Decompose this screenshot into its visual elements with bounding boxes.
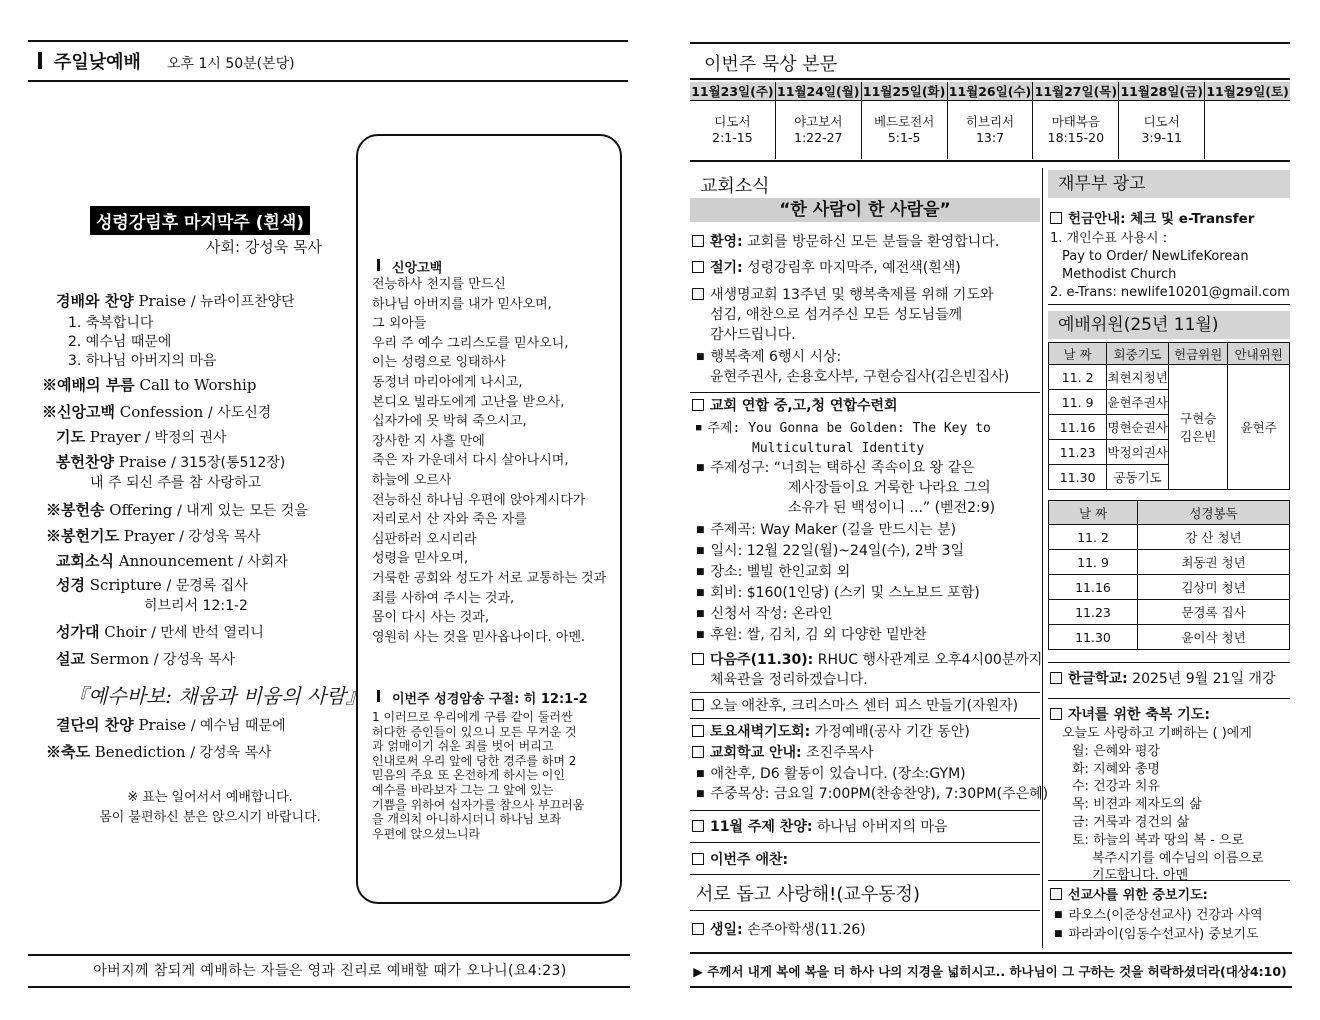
committee-table xyxy=(1048,342,1290,490)
stand-note-line: ※ 표는 일어서서 예배합니다. xyxy=(127,790,293,805)
schedule-book: 디도서 xyxy=(714,114,751,129)
offering-lines: 1. 개인수표 사용시 : Pay to Order/ NewLifeKorean Methodist Church 2. e-Trans: newlife10201@gmail.com xyxy=(1050,231,1290,300)
kids-prayer-tail: 복주시기를 예수님의 이름으로 xyxy=(1092,850,1264,866)
creed-line: 전능하신 하나님 우편에 앉아계시다가 xyxy=(372,492,586,508)
committee-prayer: 윤현주권사 xyxy=(1107,390,1169,415)
reading-row xyxy=(1049,600,1290,625)
right-footer-verse: ▶ 주께서 내게 복에 복을 더 하사 나의 지경을 넓히시고.. 하나님이 그 구하는 것을 허락하셨더라(대상4:10) xyxy=(693,964,1287,979)
service-title: 주일낮예배 xyxy=(54,52,141,73)
committee-header: 날 짜 xyxy=(1049,343,1107,365)
schedule-ref: 3:9-11 xyxy=(1141,130,1182,145)
offering-team xyxy=(1168,365,1228,490)
order-item-detail: / 강성욱 목사 xyxy=(190,745,272,761)
schedule-day: 11월26일(수) xyxy=(948,84,1032,99)
reading-date: 11. 2 xyxy=(1049,525,1138,550)
checkbox-icon xyxy=(1050,212,1062,224)
checkbox-icon xyxy=(1050,888,1062,900)
offering-team-member: 구현승 xyxy=(1180,411,1217,426)
memory-verse-text xyxy=(372,710,606,841)
school-items: ■ 애찬후, D6 활동이 있습니다. (장소:GYM) ■ 주중목상: 금요일 7:00PM(찬송찬양), 7:30PM(주은혜) xyxy=(696,764,1048,804)
order-item-english: Prayer xyxy=(123,527,175,545)
order-item-name: 교회소식 xyxy=(56,552,114,570)
news-rule-4 xyxy=(690,810,1040,811)
order-item-name: 경배와 찬양 xyxy=(56,292,134,310)
retreat-verse: ■ 주제성구: “너희는 택하신 족속이요 왕 같은 제사장들이요 거룩한 나라요 그의 소유가 된 백성이니 ...” (벧전2:9) xyxy=(696,458,995,518)
order-item xyxy=(56,648,235,669)
order-item-name: 성가대 xyxy=(56,623,100,641)
schedule-reading xyxy=(947,101,1033,160)
schedule-reading xyxy=(1033,101,1119,160)
finance-rule xyxy=(1048,304,1290,305)
committee-prayer: 박정의권사 xyxy=(1107,440,1169,465)
committee-prayer: 명현순권사 xyxy=(1107,415,1169,440)
committee-date: 11.16 xyxy=(1049,415,1107,440)
schedule-day: 11월25일(화) xyxy=(862,84,946,99)
order-item xyxy=(56,714,286,735)
retreat-item: ■ 일시: 12월 22일(월)~24일(수), 2박 3일 xyxy=(696,541,980,562)
right-footer-rule-bottom xyxy=(690,986,1292,988)
checkbox-icon xyxy=(692,746,704,758)
committee-prayer: 최현지청년 xyxy=(1107,365,1169,390)
news-rule-1 xyxy=(690,392,1040,393)
schedule-ref: 5:1-5 xyxy=(887,130,921,145)
committee-date: 11.30 xyxy=(1049,465,1107,490)
committee-date: 11. 9 xyxy=(1049,390,1107,415)
reading-name: 강 산 청년 xyxy=(1138,525,1290,550)
order-item xyxy=(42,374,256,395)
creed-line: 죄를 사하여 주시는 것과, xyxy=(372,590,515,606)
presider: 사회: 강성욱 목사 xyxy=(206,238,323,256)
schedule-book: 야고보서 xyxy=(794,114,843,129)
kids-prayer-line: 화: 지혜와 총명 xyxy=(1072,761,1160,777)
order-item-english: Benediction xyxy=(94,743,186,761)
news-rule-6 xyxy=(690,874,1040,875)
kids-prayer-line: 수: 건강과 치유 xyxy=(1072,779,1160,795)
scripture-reference: 히브리서 12:1-2 xyxy=(144,598,248,614)
committee-prayer: 공동기도 xyxy=(1107,465,1169,490)
order-item-detail: / 강성욱 목사 xyxy=(179,529,261,545)
creed-line: 우리 주 예수 그리스도를 믿사오니, xyxy=(372,335,569,351)
schedule-reading xyxy=(861,101,947,160)
schedule-bottom-rule xyxy=(690,160,1290,162)
praise-song: 3. 하나님 아버지의 마음 xyxy=(68,353,217,369)
news-anniversary: 새생명교회 13주년 및 행복축제를 위해 기도와 섬김, 애찬으로 섬겨주신 모든 성도님들께 감사드립니다. xyxy=(692,285,994,345)
retreat-items xyxy=(696,520,980,646)
checkbox-icon xyxy=(692,261,704,273)
usher: 윤현주 xyxy=(1228,365,1290,490)
schedule-book: 히브리서 xyxy=(965,114,1015,129)
left-footer-verse: 아버지께 참되게 예배하는 자들은 영과 진리로 예배할 때가 오나니(요4:23) xyxy=(93,963,567,979)
mission-lines: ■ 라오스(이준상선교사) 건강과 사역 ■ 파라과이(임동수선교사) 중보기도 xyxy=(1054,906,1263,944)
checkbox-icon xyxy=(692,853,704,865)
order-item-name: ※봉헌송 xyxy=(46,501,105,519)
kids-prayer-line: 월: 은혜와 평강 xyxy=(1072,743,1160,759)
order-item xyxy=(46,499,308,520)
news-rule-7 xyxy=(690,910,1040,911)
order-item-name: ※축도 xyxy=(46,743,90,761)
retreat-item: ■ 주제곡: Way Maker (길을 만드시는 분) xyxy=(696,520,980,541)
kids-prayer-line: 목: 비젼과 제자도의 삶 xyxy=(1072,797,1202,813)
checkbox-icon xyxy=(692,725,704,737)
creed-line: 장사한 지 사흘 만에 xyxy=(372,433,485,449)
checkbox-icon xyxy=(692,820,704,832)
news-rule-5 xyxy=(690,842,1040,843)
news-next-week: 다음주(11.30): RHUC 행사관계로 오후4시00분까지 체육관을 정리하겠습니다. xyxy=(692,650,1042,690)
order-item-detail: / 강성욱 목사 xyxy=(153,652,236,668)
news-hymn: 11월 주제 찬양: 하나님 아버지의 마음 xyxy=(692,817,948,837)
schedule-ref: 18:15-20 xyxy=(1047,130,1105,145)
checkbox-icon xyxy=(692,653,704,665)
reading-name: 문경록 집사 xyxy=(1138,600,1290,625)
schedule-day: 11월28일(금) xyxy=(1120,84,1203,99)
column-divider xyxy=(1042,168,1043,948)
right-top-rule xyxy=(690,42,1290,44)
order-item-detail: / 박정의 권사 xyxy=(145,430,227,446)
order-item xyxy=(46,525,261,546)
memory-verse-line: 기쁨을 위하여 십자가를 참으사 부끄러움 xyxy=(372,797,585,812)
praise-song: 2. 예수님 때문에 xyxy=(68,334,172,350)
checkbox-icon xyxy=(1050,672,1062,684)
schedule-day: 11월27일(목) xyxy=(1034,84,1118,99)
order-item-english: Prayer xyxy=(89,428,141,446)
news-birthday: 생일: 손주아학생(11.26) xyxy=(692,920,866,940)
finance-title: 재무부 광고 xyxy=(1048,170,1290,198)
offering-title: 헌금안내: 체크 및 e-Transfer xyxy=(1050,210,1254,228)
reading-header: 성경봉독 xyxy=(1138,501,1290,525)
creed-line: 하늘에 오르사 xyxy=(372,472,452,488)
left-header-rule xyxy=(28,80,628,82)
memory-verse-line: 허다한 증인들이 있으니 모든 무거운 것 xyxy=(372,724,577,739)
sermon-title: 『예수바보: 채움과 비움의 사람』 xyxy=(68,684,366,708)
schedule-reading xyxy=(775,101,861,160)
stand-note-line: 몸이 불편하신 분은 앉으시기 바랍니다. xyxy=(99,810,321,825)
kids-prayer-title: 자녀를 위한 축복 기도: xyxy=(1050,706,1210,724)
hangul-school: 한글학교: 2025년 9월 21일 개강 xyxy=(1050,670,1275,688)
memory-verse-line: 1 이러므로 우리에게 구름 같이 둘러싼 xyxy=(372,710,573,724)
news-rule-3 xyxy=(690,718,1040,719)
meditation-schedule xyxy=(690,82,1290,159)
order-item-english: Praise xyxy=(118,453,167,471)
creed-line: 이는 성령으로 잉태하사 xyxy=(372,355,506,371)
header-marker xyxy=(38,52,42,69)
order-item-english: Choir xyxy=(104,623,147,641)
checkbox-icon xyxy=(1050,708,1062,720)
committee-header: 헌금위원 xyxy=(1168,343,1228,365)
reading-row xyxy=(1049,525,1290,550)
order-item-name: 기도 xyxy=(56,428,85,446)
kids-prayer-intro: 오늘도 사랑하고 기뻐하는 ( )에게 xyxy=(1062,726,1252,741)
right-footer-rule-top xyxy=(690,952,1292,954)
checkbox-icon xyxy=(692,699,704,711)
mission-title: 선교사를 위한 중보기도: xyxy=(1050,887,1208,905)
creed-line: 영원히 사는 것을 믿사옵나이다. 아멘. xyxy=(372,629,586,645)
meditation-title: 이번주 묵상 본문 xyxy=(704,54,838,75)
order-item xyxy=(56,621,264,642)
service-header xyxy=(54,48,295,74)
reading-date: 11.16 xyxy=(1049,575,1138,600)
creed-title: 신앙고백 xyxy=(392,261,443,276)
reading-name: 윤이삭 청년 xyxy=(1138,625,1290,650)
order-item-detail: / 문경록 집사 xyxy=(166,578,248,594)
schedule-day: 11월23일(주) xyxy=(691,84,774,99)
stand-note xyxy=(60,788,360,828)
schedule-ref: 1:22-27 xyxy=(794,130,843,145)
news-rule-2 xyxy=(690,692,1040,693)
order-item-name: ※신앙고백 xyxy=(42,403,115,421)
news-season: 절기: 성령강림후 마지막주, 예전색(흰색) xyxy=(692,258,961,278)
retreat-theme: ■ 주제: You Gonna be Golden: The Key to Multicultural Identity xyxy=(696,418,991,459)
order-item-english: Announcement xyxy=(118,552,234,570)
retreat-title: 교회 연합 중,고,청 연합수련회 xyxy=(692,396,898,416)
committee-date: 11. 2 xyxy=(1049,365,1107,390)
reading-date: 11. 9 xyxy=(1049,550,1138,575)
order-item-detail: / 예수님 때문에 xyxy=(190,718,286,734)
memory-verse-line: 예수를 바라보자 그는 그 앞에 있는 xyxy=(372,782,554,797)
creed-line: 본디오 빌라도에게 고난을 받으사, xyxy=(372,394,565,410)
retreat-item: ■ 회비: $160(1인당) (스키 및 스노보드 포함) xyxy=(696,583,980,604)
order-item-name: ※예배의 부름 xyxy=(42,376,135,394)
order-item-english: Call to Worship xyxy=(139,376,257,394)
order-item xyxy=(56,451,285,472)
kids-prayer-line: 금: 거룩과 경건의 삶 xyxy=(1072,814,1190,830)
memory-verse-title: 이번주 성경암송 구절: 히 12:1-2 xyxy=(392,692,588,707)
service-time: 오후 1시 50분(본당) xyxy=(166,56,295,72)
order-item-english: Praise xyxy=(138,292,187,310)
schedule-ref: 2:1-15 xyxy=(712,130,753,145)
schedule-reading xyxy=(690,101,775,160)
kids-prayer-line: 토: 하늘의 복과 땅의 복 - 으로 xyxy=(1072,832,1245,848)
news-school: 교회학교 안내: 조진주목사 xyxy=(692,743,874,763)
season-badge: 성령강림후 마지막주 (흰색) xyxy=(90,206,310,235)
schedule-book: 디도서 xyxy=(1143,114,1180,129)
creed-line: 동정녀 마리아에게 나시고, xyxy=(372,374,523,390)
creed-line: 죽은 자 가운데서 다시 살아나시며, xyxy=(372,453,569,469)
news-meal: 이번주 애찬: xyxy=(692,850,788,870)
creed-line: 저리로서 산 자와 죽은 자를 xyxy=(372,512,527,528)
schedule-day: 11월29일(토) xyxy=(1206,84,1289,99)
creed-line: 몸이 다시 사는 것과, xyxy=(372,610,489,626)
memory-verse-line: 과 얽매이기 쉬운 죄를 벗어 버리고 xyxy=(372,739,554,754)
order-item-detail: / 사회자 xyxy=(238,554,288,570)
memory-verse-line: 믿음의 주요 또 온전하게 하시는 이인 xyxy=(372,768,565,783)
memory-verse-line: 을 개의치 아니하시더니 하나님 보좌 xyxy=(372,812,562,827)
reading-name: 김상미 청년 xyxy=(1138,575,1290,600)
order-item-detail: / 내게 있는 모든 것을 xyxy=(177,503,308,519)
schedule-book: 마태복음 xyxy=(1051,114,1100,129)
memory-verse-line: 인내로써 우리 앞에 당한 경주를 하며 2 xyxy=(372,753,577,768)
reading-date: 11.23 xyxy=(1049,600,1138,625)
praise-song: 1. 축복합니다 xyxy=(68,315,154,331)
creed-line: 성령을 믿사오며, xyxy=(372,551,469,567)
order-item xyxy=(56,426,227,447)
order-item-english: Scripture xyxy=(89,576,162,594)
order-item-english: Confession xyxy=(119,403,204,421)
checkbox-icon xyxy=(692,288,704,300)
schedule-day: 11월24일(월) xyxy=(777,84,860,99)
order-item xyxy=(46,741,272,762)
creed-line: 십자가에 못 박혀 죽으시고, xyxy=(372,414,527,430)
reading-name: 최동권 청년 xyxy=(1138,550,1290,575)
committee-header: 안내위원 xyxy=(1228,343,1290,365)
news-today: 오늘 애찬후, 크리스마스 센터 피스 만들기(자원자) xyxy=(692,696,1018,716)
committee-date: 11.23 xyxy=(1049,440,1107,465)
kids-prayer-lines xyxy=(1062,725,1264,885)
news-saturday: 토요새벽기도회: 가정예배(공사 기간 동안) xyxy=(692,722,970,742)
schedule-ref: 13:7 xyxy=(975,130,1005,145)
news-welcome: 환영: 교회를 방문하신 모든 분들을 환영합니다. xyxy=(692,232,999,252)
news-banner: “한 사람이 한 사람을” xyxy=(690,198,1040,222)
dongjeong-title: 서로 돕고 사랑해!(교우동정) xyxy=(696,884,920,905)
order-item-detail: / 315장(통512장) xyxy=(171,455,286,471)
left-footer-rule-bottom xyxy=(28,986,630,988)
kids-rule xyxy=(1048,880,1290,881)
checkbox-icon xyxy=(692,399,704,411)
committee-header: 회중기도 xyxy=(1107,343,1169,365)
reading-row xyxy=(1049,575,1290,600)
reading-row xyxy=(1049,550,1290,575)
retreat-item: ■ 후원: 쌀, 김치, 김 외 다양한 밑반찬 xyxy=(696,625,980,646)
creed-line: 거룩한 공회와 성도가 서로 교통하는 것과 xyxy=(372,570,607,586)
reading-date: 11.30 xyxy=(1049,625,1138,650)
checkbox-icon xyxy=(692,235,704,247)
reading-table xyxy=(1048,500,1290,650)
order-item-detail: / 사도신경 xyxy=(208,405,272,421)
creed-marker xyxy=(377,259,380,271)
schedule-reading xyxy=(1119,101,1205,160)
offering-team-member: 김은빈 xyxy=(1180,429,1217,444)
checkbox-icon xyxy=(692,923,704,935)
order-item-detail: / 만세 반석 열리니 xyxy=(151,625,264,641)
order-item-name: ※봉헌기도 xyxy=(46,527,119,545)
creed-line: 심판하러 오시리라 xyxy=(372,531,477,547)
committee-row xyxy=(1049,365,1290,390)
news-title: 교회소식 xyxy=(700,176,770,197)
news-award: ■ 행복축제 6행시 시상: 윤현주권사, 손용호사부, 구현승집사(김은빈집사) xyxy=(696,347,1009,387)
retreat-item: ■ 장소: 벨빌 한인교회 외 xyxy=(696,562,980,583)
schedule-book: 베드로전서 xyxy=(873,114,935,129)
kids-prayer-tail: 기도합니다. 아멘 xyxy=(1092,868,1189,884)
order-item xyxy=(56,290,295,311)
order-item-name: 설교 xyxy=(56,650,85,668)
order-item-name: 결단의 찬양 xyxy=(56,716,134,734)
reading-header: 날 짜 xyxy=(1049,501,1138,525)
offering-song: 내 주 되신 주를 참 사랑하고 xyxy=(90,475,262,491)
creed-text xyxy=(372,275,606,647)
creed-line: 하나님 아버지를 내가 믿사오며, xyxy=(372,296,552,312)
memory-verse-line: 우편에 앉으셨느니라 xyxy=(372,826,481,841)
verse-marker xyxy=(377,690,380,702)
reading-row xyxy=(1049,625,1290,650)
left-footer-rule-top xyxy=(28,954,630,956)
meditation-rule xyxy=(690,78,1290,80)
order-item-name: 봉헌찬양 xyxy=(56,453,114,471)
order-item-english: Praise xyxy=(138,716,187,734)
order-item-detail: / 뉴라이프찬양단 xyxy=(190,294,295,310)
creed-line: 그 외아들 xyxy=(372,316,427,332)
order-item xyxy=(42,401,271,422)
committee-title: 예배위원(25년 11월) xyxy=(1048,311,1290,339)
order-item-name: 성경 xyxy=(56,576,85,594)
order-item-english: Sermon xyxy=(89,650,150,668)
order-item-english: Offering xyxy=(109,501,173,519)
order-item xyxy=(56,550,288,571)
schedule-reading xyxy=(1205,101,1290,160)
order-item xyxy=(56,574,248,595)
retreat-item: ■ 신청서 작성: 온라인 xyxy=(696,604,980,625)
left-top-rule xyxy=(28,40,628,42)
creed-line: 전능하사 천지를 만드신 xyxy=(372,277,506,292)
hangul-rule xyxy=(1048,698,1290,699)
praise-song-list xyxy=(68,314,216,371)
reading-rule xyxy=(1048,662,1290,663)
